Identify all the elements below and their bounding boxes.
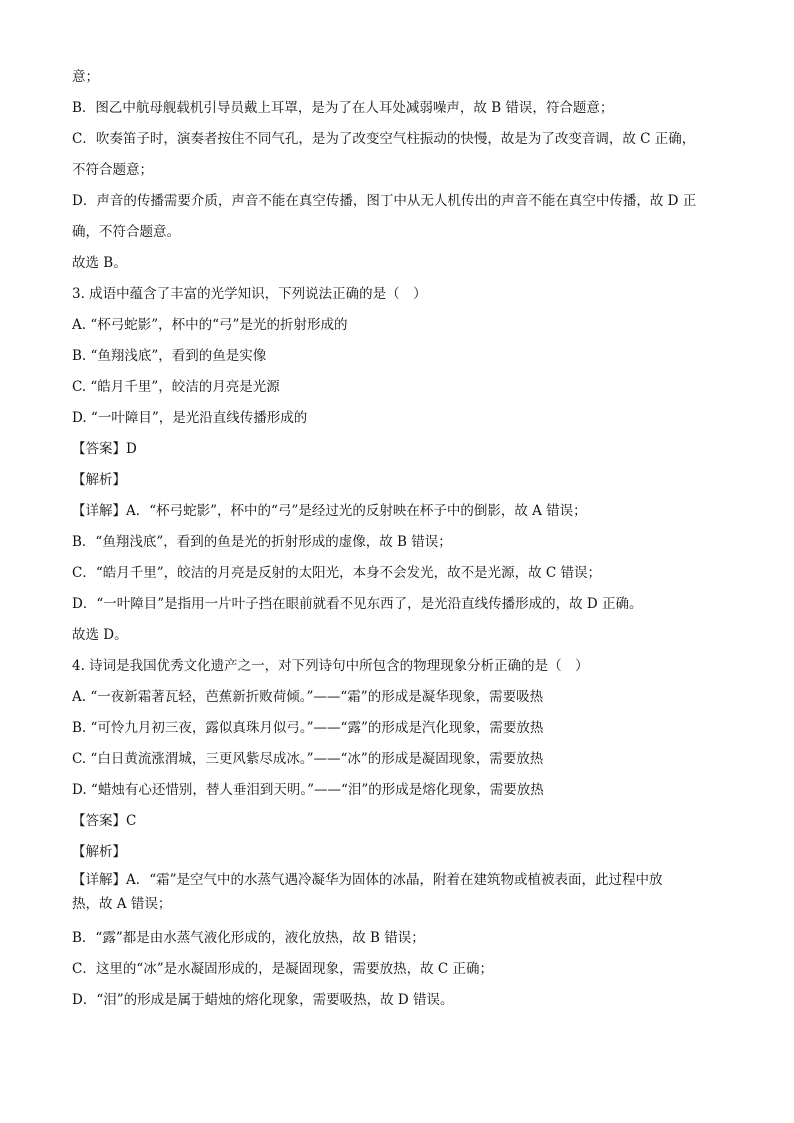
explanation-line: B．“鱼翔浅底”，看到的鱼是光的折射形成的虚像，故 B 错误； <box>72 534 452 550</box>
question-4-option-a: A. “一夜新霜著瓦轻，芭蕉新折败荷倾。”——“霜”的形成是凝华现象，需要吸热 <box>72 689 544 705</box>
explanation-line: D．“一叶障目”是指用一片叶子挡在眼前就看不见东西了，是光沿直线传播形成的，故 D 正确。 <box>72 596 643 612</box>
question-4-option-d: D. “蜡烛有心还惜别，替人垂泪到天明。”——“泪”的形成是熔化现象，需要放热 <box>72 782 544 798</box>
text-line: 意； <box>72 69 99 85</box>
explanation-line: C．这里的“冰”是水凝固形成的，是凝固现象，需要放热，故 C 正确； <box>72 961 494 977</box>
explanation-line: D．“泪”的形成是属于蜡烛的熔化现象，需要吸热，故 D 错误。 <box>72 992 454 1008</box>
text-line: D．声音的传播需要介质，声音不能在真空传播，图丁中从无人机传出的声音不能在真空中传播，故 D 正 <box>72 193 697 209</box>
question-3-option-b: B. “鱼翔浅底”，看到的鱼是实像 <box>72 348 267 364</box>
explanation-line: C．“皓月千里”，皎洁的月亮是反射的太阳光，本身不会发光，故不是光源，故 C 错误； <box>72 565 602 581</box>
text-line: B．图乙中航母舰载机引导员戴上耳罩，是为了在人耳处减弱噪声，故 B 错误，符合题意； <box>72 100 614 116</box>
explanation-line: 故选 D。 <box>72 627 128 643</box>
explanation-line: 热，故 A 错误； <box>72 896 172 912</box>
answer-label: 【答案】D <box>72 441 137 457</box>
question-3-option-a: A. “杯弓蛇影”，杯中的“弓”是光的折射形成的 <box>72 317 348 333</box>
text-line: 故选 B。 <box>72 255 127 271</box>
text-line: C．吹奏笛子时，演奏者按住不同气孔，是为了改变空气柱振动的快慢，故是为了改变音调，故 C 正确， <box>72 131 696 147</box>
document-page <box>72 62 722 1016</box>
question-3-stem: 3. 成语中蕴含了丰富的光学知识，下列说法正确的是（ ） <box>72 286 427 302</box>
analysis-label: 【解析】 <box>72 472 126 488</box>
question-3-option-c: C. “皓月千里”，皎洁的月亮是光源 <box>72 379 280 395</box>
question-3-option-d: D. “一叶障目”，是光沿直线传播形成的 <box>72 410 308 426</box>
analysis-label: 【解析】 <box>72 844 126 860</box>
question-4-option-b: B. “可怜九月初三夜，露似真珠月似弓。”——“露”的形成是汽化现象，需要放热 <box>72 720 544 736</box>
explanation-line: B．“露”都是由水蒸气液化形成的，液化放热，故 B 错误； <box>72 930 425 946</box>
question-4-stem: 4. 诗词是我国优秀文化遗产之一，对下列诗句中所包含的物理现象分析正确的是（ ） <box>72 658 589 674</box>
explanation-line: 【详解】A．“霜”是空气中的水蒸气遇冷凝华为固体的冰晶，附着在建筑物或植被表面，此过程中放 <box>72 872 663 888</box>
question-4-option-c: C. “白日黄流涨渭城，三更风紫尽成冰。”——“冰”的形成是凝固现象，需要放热 <box>72 751 544 767</box>
text-line: 不符合题意； <box>72 162 153 178</box>
explanation-line: 【详解】A．“杯弓蛇影”，杯中的“弓”是经过光的反射映在杯子中的倒影，故 A 错误； <box>72 503 587 519</box>
text-line: 确，不符合题意。 <box>72 224 180 240</box>
answer-label: 【答案】C <box>72 813 137 829</box>
